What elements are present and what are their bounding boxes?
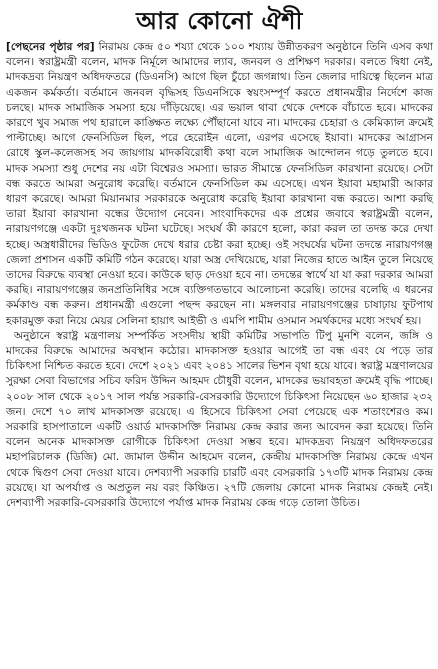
article-body <box>6 40 433 511</box>
article-paragraph-text: অনুষ্ঠানে স্বরাষ্ট্র মন্ত্রণালয় সম্পর্কিত সংসদীয় স্থায়ী কমিটির সভাপতি টিপু মুনশি বলেন, জঙ্গি ও মাদকের বিরুদ্ধে আমাদের অবস্থান কঠোর। মাদকাসক্ত হওয়ার আগেই তা বন্ধ এবং যে পড়ে তার চিকিৎসা নিশ্চিত করতে হবে। দেশে ২০২১ এবং ২০৪১ সালের ভিশন বৃথা হয়ে যাবে। স্বরাষ্ট্র মন্ত্রণালয়ের সুরক্ষা সেবা বিভাগের সচিব ফরিদ উদ্দিন আহমদ চৌধুরী বলেন, মাদকের ভয়াবহতা ক্রমেই বৃদ্ধি পাচ্ছে। ২০০৮ সাল থেকে ২০১৭ সাল পর্যন্ত সরকারি-বেসরকারি উদ্যোগে চিকিৎসা নিয়েছেন ৬০ হাজার ২৩২ জন। দেশে ৭০ লাখ মাদকাসক্ত রয়েছে। এ হিসেবে চিকিৎসা সেবা পেয়েছে এক শতাংশেরও কম। সরকারি হাসপাতালে একটি ওয়ার্ড মাদকাসক্তি নিরাময় কেন্দ্র করার জন্য আবেদন করা হয়েছে। তিনি বলেন অনেক মাদকাসক্ত রোগীকে চিকিৎসা দেওয়া সম্ভব হবে। মাদকদ্রব্য নিয়ন্ত্রণ অধিদফতরের মহাপরিচালক (ডিজি) মো. জামাল উদ্দীন আহমেদ বলেন, কেন্দ্রীয় মাদকাসক্তি নিরাময় কেন্দ্রে এখন থেকে দ্বিগুণ সেবা দেওয়া যাবে। দেশব্যাপী সরকারি চারটি এবং বেসরকারি ১৭৩টি মাদক নিরাময় কেন্দ্র রয়েছে। যা অপর্যাপ্ত ও অপ্রতুল নয় বরং কিঞ্চিত। ২৭টি জেলায় কোনো মাদক নিরাময় কেন্দ্রই নেই। দেশব্যাপী সরকারি-বেসরকারি উদ্যোগে পর্যাপ্ত মাদক নিরাময় কেন্দ্র গড়ে তোলা উচিত। <box>6 329 433 510</box>
article-paragraph <box>6 329 433 511</box>
continued-from-tag: [পেছনের পৃষ্ঠার পর] <box>6 41 95 53</box>
article-headline: আর কোনো ঐশী <box>136 7 303 35</box>
article-paragraph-text: নিরাময় কেন্দ্র ৫০ শয্যা থেকে ১০০ শয্যায় উন্নীতকরণ অনুষ্ঠানে তিনি এসব কথা বলেন। স্বরাষ্ট্রমন্ত্রী বলেন, মাদক নির্মূলে আমাদের ল্যাব, জনবল ও প্রশিক্ষণ দরকার। বলতে দ্বিধা নেই, মাদকদ্রব্য নিয়ন্ত্রণ অধিদফতরে (ডিএনসি) আগে ছিল চুঁচো জগন্নাথ। তিন জেলার দায়িত্বে ছিলেন মাত্র একজন কর্মকর্তা। বর্তমানে জনবল বৃদ্ধিসহ ডিএনসিকে স্বয়ংসম্পূর্ণ করতে প্রধানমন্ত্রীর নির্দেশে কাজ চলছে। মাদক সামাজিক সমস্যা হয়ে দাঁড়িয়েছে। এর ভয়াল থাবা থেকে দেশকে বাঁচাতে হবে। মাদকের কারণে খুব সমাজ পথ হারালে কাঙ্ক্ষিত লক্ষ্যে পৌঁছানো যাবে না। মাদকের চেহারা ও কেমিক্যাল ক্রমেই পাল্টাচ্ছে। আগে ফেনসিডিল ছিল, পরে হেরোইন এলো, এরপর এসেছে ইয়াবা। মাদকের আগ্রাসন রোধে স্কুল-কলেজসহ সব জায়গায় মাদকবিরোধী কথা বলে সামাজিক আন্দোলন গড়ে তুলতে হবে। মাদক সমস্যা শুধু দেশের নয় এটা বিশ্বেরও সমস্যা। ভারত সীমান্তে ফেনসিডিল কারখানা রয়েছে। সেটা বন্ধ করতে আমরা অনুরোধ করেছি। বর্তমানে ফেনসিডিল কম এসেছে। এখন ইয়াবা মহামারী আকার ধারণ করেছে। আমরা মিয়ানমার সরকারকে অনুরোধ করেছি ইয়াবা কারখানা বন্ধ করতে। আশা করছি তারা ইয়াবা কারখানা বন্ধের উদ্যোগ নেবেন। সাংবাদিকদের এক প্রশ্নের জবাবে স্বরাষ্ট্রমন্ত্রী বলেন, নারায়ণগঞ্জে একটা দুঃখজনক ঘটনা ঘটেছে। সংঘর্ষ কী কারণে হলো, কারা করল তা তদন্ত করে দেখা হচ্ছে। অস্ত্রধারীদের ভিডিও ফুটেজ দেখে ধরার চেষ্টা করা হচ্ছে। ওই সংঘর্ষের ঘটনা তদন্তে নারায়ণগঞ্জ জেলা প্রশাসন একটি কমিটি গঠন করেছে। যারা অস্ত্র দেখিয়েছে, যারা নিজের হাতে আইন তুলে নিয়েছে তাদের বিরুদ্ধে ব্যবস্থা নেওয়া হবে। কাউকে ছাড় দেওয়া হবে না। তদন্তের স্বার্থে যা যা করা দরকার আমরা করছি। নারায়ণগঞ্জের জনপ্রতিনিধির সঙ্গে ব্যক্তিগতভাবে আলোচনা করেছি। তাদের বলেছি এ ধরনের কর্মকাণ্ড বন্ধ করুন। প্রধানমন্ত্রী এগুলো পছন্দ করছেন না। মঙ্গলবার নারায়ণগঞ্জের চাষাঢ়ায় ফুটপাথ হকারমুক্ত করা নিয়ে মেয়র সেলিনা হায়াৎ আইভী ও এমপি শামীম ওসমান সমর্থকদের মধ্যে সংঘর্ষ হয়। <box>6 41 433 327</box>
article-paragraph <box>6 40 433 329</box>
